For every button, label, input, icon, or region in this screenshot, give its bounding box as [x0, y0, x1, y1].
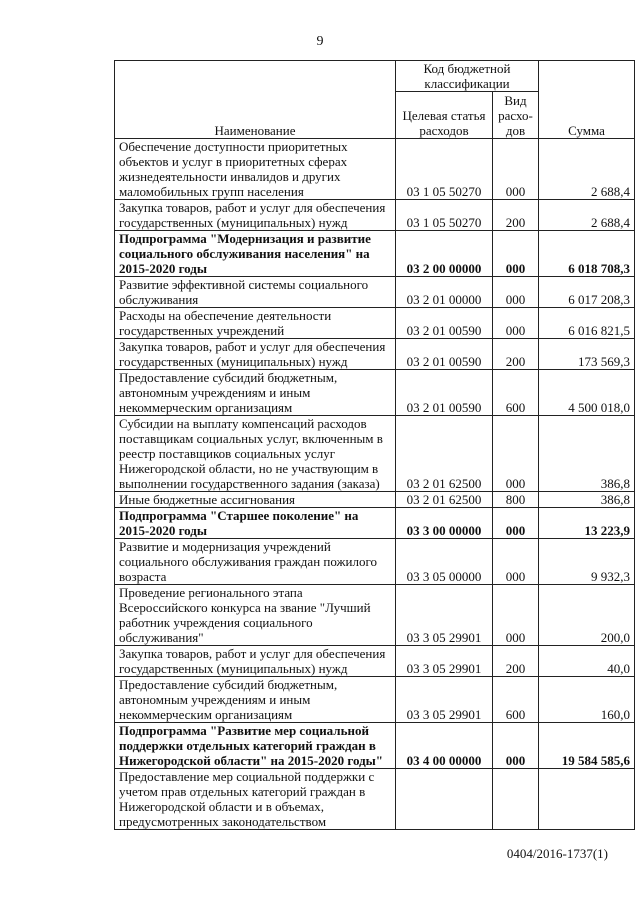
row-name-cell: Расходы на обеспечение деятельности государственных учреждений: [115, 308, 396, 339]
page-number: 9: [316, 34, 324, 49]
row-expense-kind-cell: 000: [493, 139, 539, 200]
header-target-article: Целевая статья расходов: [396, 92, 493, 139]
row-sum-cell: 6 018 708,3: [539, 231, 635, 277]
header-budget-code-group: Код бюджетной классификации: [396, 61, 539, 92]
row-target-article-cell: 03 2 01 00590: [396, 339, 493, 370]
row-target-article-cell: 03 3 05 29901: [396, 646, 493, 677]
row-target-article-cell: 03 3 05 00000: [396, 539, 493, 585]
row-sum-cell: 2 688,4: [539, 139, 635, 200]
row-name-cell: Обеспечение доступности приоритетных объектов и услуг в приоритетных сферах жизнедеятельности инвалидов и других маломобильных групп населения: [115, 139, 396, 200]
row-name-cell: Подпрограмма "Старшее поколение" на 2015-2020 годы: [115, 508, 396, 539]
row-sum-cell: 386,8: [539, 492, 635, 508]
table-row: [115, 200, 635, 231]
row-target-article-cell: 03 2 01 00590: [396, 370, 493, 416]
row-sum-cell: 200,0: [539, 585, 635, 646]
row-target-article-cell: 03 2 01 62500: [396, 492, 493, 508]
row-name-cell: Закупка товаров, работ и услуг для обеспечения государственных (муниципальных) нужд: [115, 646, 396, 677]
header-sum: Сумма: [539, 61, 635, 139]
row-sum-cell: 19 584 585,6: [539, 723, 635, 769]
table-row: [115, 416, 635, 492]
row-name-cell: Субсидии на выплату компенсаций расходов поставщикам социальных услуг, включенным в реестр поставщиков социальных услуг Нижегородской области, но не участвующим в выполнении государственного задания (заказа): [115, 416, 396, 492]
row-expense-kind-cell: 000: [493, 231, 539, 277]
row-expense-kind-cell: 000: [493, 277, 539, 308]
table-row: [115, 492, 635, 508]
row-expense-kind-cell: 000: [493, 416, 539, 492]
row-sum-cell: 6 017 208,3: [539, 277, 635, 308]
row-expense-kind-cell: 000: [493, 539, 539, 585]
table-row: [115, 308, 635, 339]
row-sum-cell: 9 932,3: [539, 539, 635, 585]
row-sum-cell: 173 569,3: [539, 339, 635, 370]
row-expense-kind-cell: 000: [493, 723, 539, 769]
table-row: [115, 231, 635, 277]
table-row: [115, 539, 635, 585]
budget-table: [114, 60, 635, 830]
row-name-cell: Развитие эффективной системы социального обслуживания: [115, 277, 396, 308]
row-sum-cell: [539, 769, 635, 830]
row-target-article-cell: 03 4 00 00000: [396, 723, 493, 769]
row-name-cell: Развитие и модернизация учреждений социального обслуживания граждан пожилого возраста: [115, 539, 396, 585]
row-expense-kind-cell: 000: [493, 308, 539, 339]
table-row: [115, 677, 635, 723]
row-target-article-cell: 03 3 05 29901: [396, 585, 493, 646]
document-code: 0404/2016-1737(1): [506, 846, 608, 861]
row-sum-cell: 13 223,9: [539, 508, 635, 539]
row-expense-kind-cell: 200: [493, 200, 539, 231]
row-target-article-cell: 03 2 01 00000: [396, 277, 493, 308]
row-name-cell: Предоставление субсидий бюджетным, автономным учреждениям и иным некоммерческим организациям: [115, 677, 396, 723]
table-row: [115, 646, 635, 677]
row-expense-kind-cell: 000: [493, 508, 539, 539]
row-sum-cell: 6 016 821,5: [539, 308, 635, 339]
row-name-cell: Закупка товаров, работ и услуг для обеспечения государственных (муниципальных) нужд: [115, 339, 396, 370]
row-expense-kind-cell: 200: [493, 339, 539, 370]
row-target-article-cell: 03 1 05 50270: [396, 139, 493, 200]
row-name-cell: Подпрограмма "Модернизация и развитие социального обслуживания населения" на 2015-2020 годы: [115, 231, 396, 277]
row-target-article-cell: 03 2 00 00000: [396, 231, 493, 277]
table-row: [115, 769, 635, 830]
row-sum-cell: 2 688,4: [539, 200, 635, 231]
table-row: [115, 370, 635, 416]
row-expense-kind-cell: [493, 769, 539, 830]
row-name-cell: Предоставление субсидий бюджетным, автономным учреждениям и иным некоммерческим организациям: [115, 370, 396, 416]
row-target-article-cell: [396, 769, 493, 830]
row-expense-kind-cell: 200: [493, 646, 539, 677]
table-row: [115, 339, 635, 370]
row-sum-cell: 160,0: [539, 677, 635, 723]
row-name-cell: Закупка товаров, работ и услуг для обеспечения государственных (муниципальных) нужд: [115, 200, 396, 231]
table-row: [115, 139, 635, 200]
row-target-article-cell: 03 2 01 00590: [396, 308, 493, 339]
table-row: [115, 277, 635, 308]
header-name: Наименование: [115, 61, 396, 139]
header-expense-kind: Вид расхо-дов: [493, 92, 539, 139]
row-name-cell: Подпрограмма "Развитие мер социальной поддержки отдельных категорий граждан в Нижегородской области" на 2015-2020 годы": [115, 723, 396, 769]
row-sum-cell: 40,0: [539, 646, 635, 677]
row-expense-kind-cell: 000: [493, 585, 539, 646]
row-expense-kind-cell: 600: [493, 677, 539, 723]
table-row: [115, 508, 635, 539]
table-body: [115, 139, 635, 830]
row-expense-kind-cell: 600: [493, 370, 539, 416]
table-row: [115, 585, 635, 646]
row-name-cell: Иные бюджетные ассигнования: [115, 492, 396, 508]
row-target-article-cell: 03 3 00 00000: [396, 508, 493, 539]
row-name-cell: Проведение регионального этапа Всероссийского конкурса на звание "Лучший работник учреждения социального обслуживания": [115, 585, 396, 646]
row-target-article-cell: 03 2 01 62500: [396, 416, 493, 492]
row-sum-cell: 4 500 018,0: [539, 370, 635, 416]
row-sum-cell: 386,8: [539, 416, 635, 492]
row-target-article-cell: 03 3 05 29901: [396, 677, 493, 723]
row-name-cell: Предоставление мер социальной поддержки с учетом прав отдельных категорий граждан в Нижегородской области и в объемах, предусмотренных законодательством: [115, 769, 396, 830]
row-expense-kind-cell: 800: [493, 492, 539, 508]
table-row: [115, 723, 635, 769]
row-target-article-cell: 03 1 05 50270: [396, 200, 493, 231]
